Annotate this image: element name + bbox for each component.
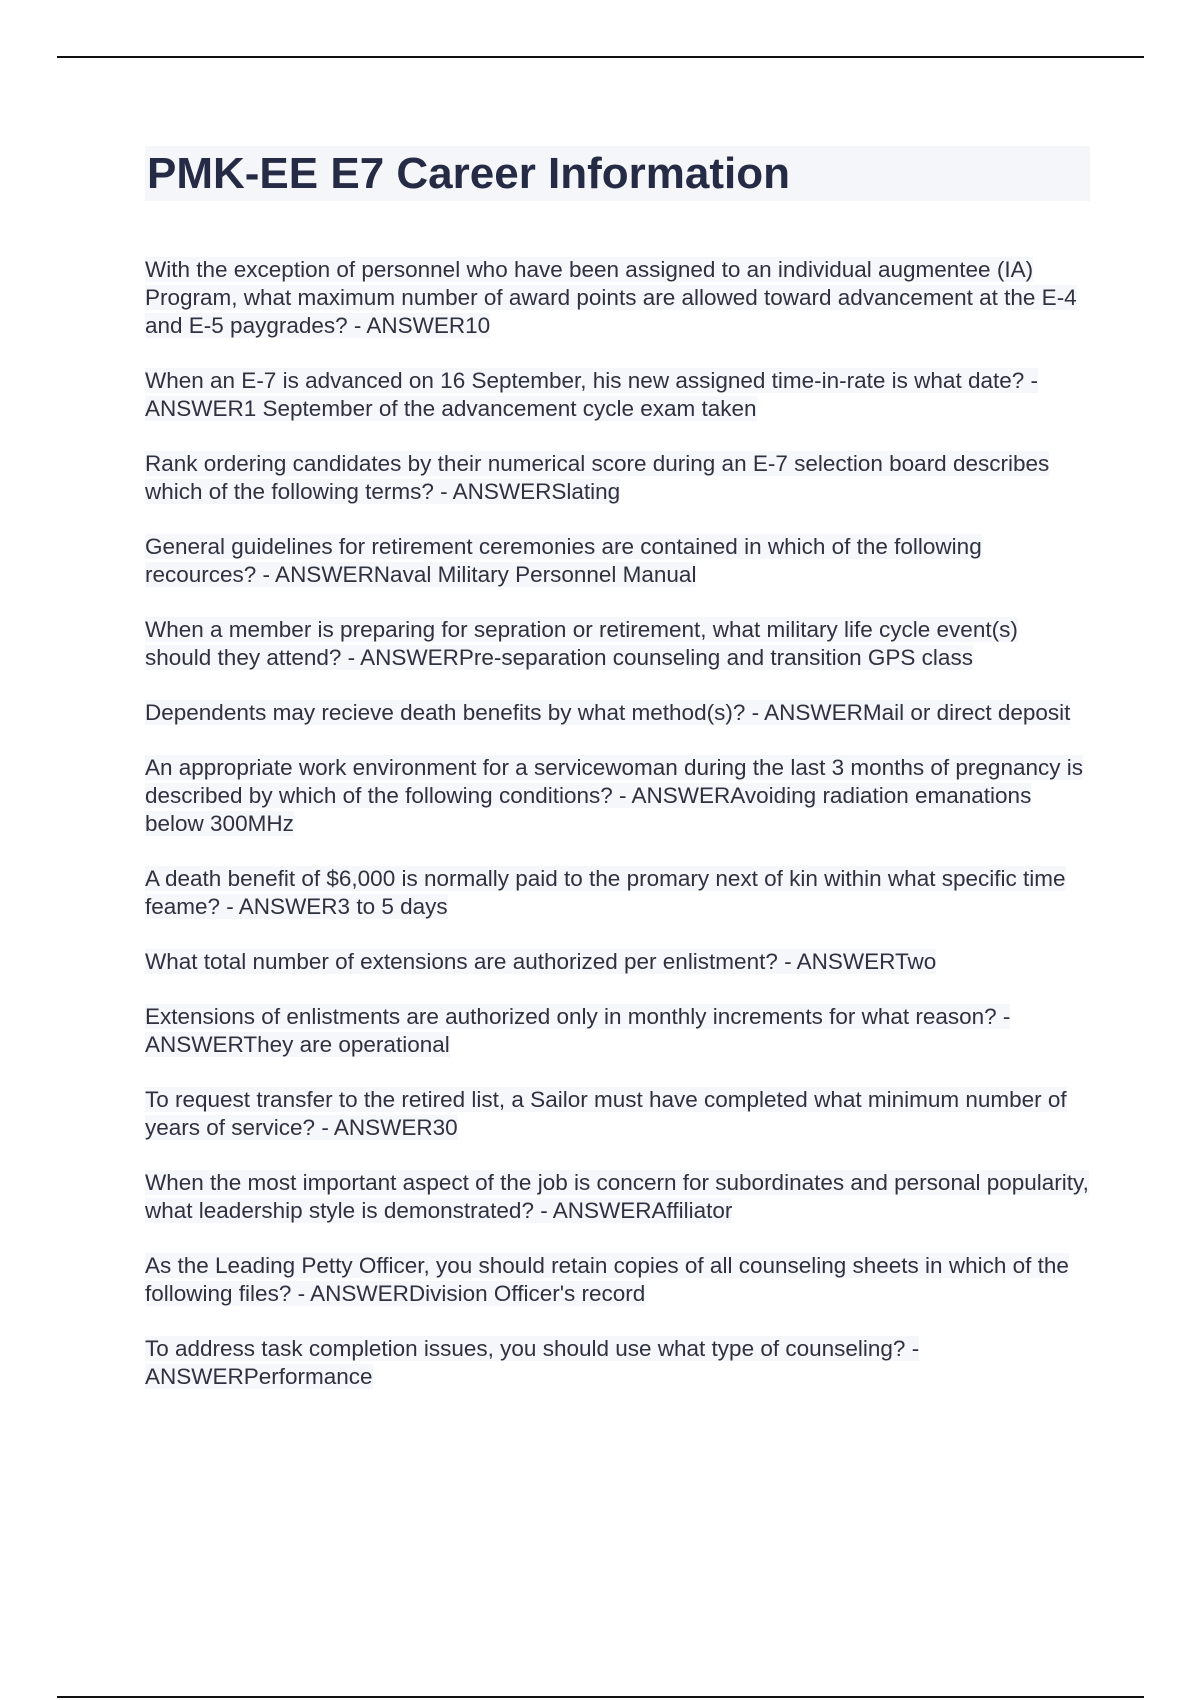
qa-item [145, 367, 1090, 423]
title-block [145, 146, 1090, 201]
qa-item [145, 1003, 1090, 1059]
qa-item [145, 1169, 1090, 1225]
qa-text: What total number of extensions are authorized per enlistment? - ANSWERTwo [145, 949, 937, 974]
page-title: PMK-EE E7 Career Information [147, 149, 791, 198]
qa-item [145, 616, 1090, 672]
qa-text: To address task completion issues, you should use what type of counseling? - ANSWERPerformance [145, 1336, 920, 1389]
qa-item [145, 1252, 1090, 1308]
qa-list [145, 256, 1090, 1418]
qa-text: Extensions of enlistments are authorized only in monthly increments for what reason? - ANSWERThey are operational [145, 1004, 1011, 1057]
qa-item [145, 533, 1090, 589]
qa-text: When an E-7 is advanced on 16 September, his new assigned time-in-rate is what date? - ANSWER1 September of the advancement cycle exam taken [145, 368, 1038, 421]
qa-item [145, 754, 1090, 838]
qa-item [145, 1086, 1090, 1142]
top-divider [57, 56, 1144, 58]
qa-item [145, 1335, 1090, 1391]
qa-text: With the exception of personnel who have been assigned to an individual augmentee (IA) Program, what maximum number of award points are allowed toward advancement at the E-4 and E-5 paygrades? - ANSWER10 [145, 257, 1077, 338]
bottom-divider [57, 1696, 1144, 1698]
qa-item [145, 865, 1090, 921]
qa-text: General guidelines for retirement ceremonies are contained in which of the following recources? - ANSWERNaval Military Personnel Manual [145, 534, 982, 587]
qa-text: Dependents may recieve death benefits by what method(s)? - ANSWERMail or direct deposit [145, 700, 1071, 725]
qa-item [145, 256, 1090, 340]
qa-text: When a member is preparing for sepration or retirement, what military life cycle event(s) should they attend? - ANSWERPre-separation counseling and transition GPS class [145, 617, 1018, 670]
qa-text: To request transfer to the retired list, a Sailor must have completed what minimum number of years of service? - ANSWER30 [145, 1087, 1067, 1140]
qa-item [145, 699, 1090, 727]
qa-item [145, 450, 1090, 506]
qa-item [145, 948, 1090, 976]
qa-text: Rank ordering candidates by their numerical score during an E-7 selection board describes which of the following terms? - ANSWERSlating [145, 451, 1050, 504]
qa-text: When the most important aspect of the job is concern for subordinates and personal popularity, what leadership style is demonstrated? - ANSWERAffiliator [145, 1170, 1089, 1223]
qa-text: A death benefit of $6,000 is normally paid to the promary next of kin within what specific time feame? - ANSWER3 to 5 days [145, 866, 1066, 919]
qa-text: An appropriate work environment for a servicewoman during the last 3 months of pregnancy is described by which of the following conditions? - ANSWERAvoiding radiation emanations below 300MHz [145, 755, 1083, 836]
qa-text: As the Leading Petty Officer, you should retain copies of all counseling sheets in which of the following files? - ANSWERDivision Officer's record [145, 1253, 1069, 1306]
